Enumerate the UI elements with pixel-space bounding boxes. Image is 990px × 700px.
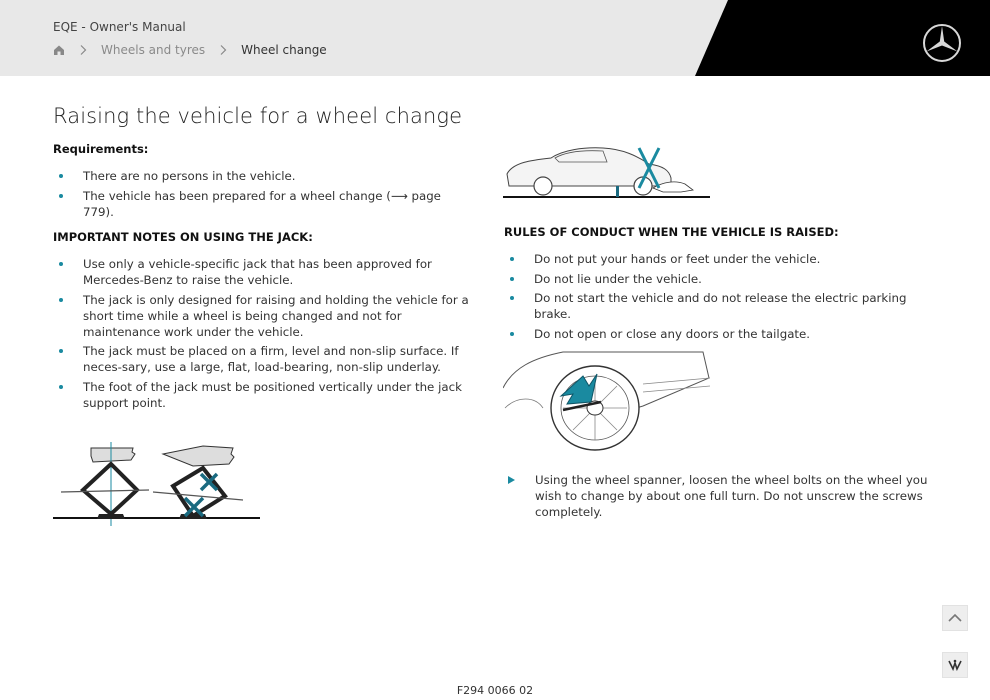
assistant-icon — [947, 659, 963, 671]
list-item: The jack must be placed on a firm, level and non-slip surface. If neces-sary, use a large, flat, load-bearing, non-slip underlay. — [53, 343, 473, 375]
page-title: Raising the vehicle for a wheel change — [53, 104, 463, 128]
wheel-spanner-illustration — [503, 348, 713, 453]
list-item: There are no persons in the vehicle. — [53, 168, 473, 184]
list-item: Do not start the vehicle and do not release the electric parking brake. — [504, 290, 944, 322]
list-item: Do not put your hands or feet under the vehicle. — [504, 251, 944, 267]
breadcrumb-wheel-change: Wheel change — [241, 43, 327, 57]
chevron-up-icon — [948, 613, 962, 623]
list-item: Use only a vehicle-specific jack that has been approved for Mercedes-Benz to raise the vehicle. — [53, 256, 473, 288]
instruction-step — [508, 472, 928, 520]
assistant-button[interactable] — [942, 652, 968, 678]
chevron-right-icon — [218, 44, 228, 56]
jack-illustration — [53, 440, 263, 530]
list-item — [53, 188, 473, 220]
list-item: The jack is only designed for raising and holding the vehicle for a short time while a wheel is being changed and not for maintenance work under the vehicle. — [53, 292, 473, 340]
rules-heading: RULES OF CONDUCT WHEN THE VEHICLE IS RAISED: — [504, 225, 839, 239]
triangle-right-icon — [508, 476, 515, 484]
vehicle-raised-illustration — [503, 142, 713, 202]
list-item: The foot of the jack must be positioned vertically under the jack support point. — [53, 379, 473, 411]
jack-notes-heading: IMPORTANT NOTES ON USING THE JACK: — [53, 230, 313, 244]
figure-code: F294 0066 02 — [456, 684, 534, 697]
requirement-text[interactable]: The vehicle has been prepared for a wheel change (⟶ page 779). — [83, 188, 441, 219]
app-title: EQE - Owner's Manual — [53, 20, 186, 34]
rules-list — [504, 251, 944, 345]
list-item: Do not open or close any doors or the tailgate. — [504, 326, 944, 342]
breadcrumb — [53, 42, 327, 58]
scroll-to-top-button[interactable] — [942, 605, 968, 631]
jack-notes-list — [53, 256, 473, 414]
list-item: Do not lie under the vehicle. — [504, 271, 944, 287]
instruction-text: Using the wheel spanner, loosen the wheel bolts on the wheel you wish to change by about one full turn. Do not unscrew the screws completely. — [535, 473, 928, 519]
header-black-panel — [0, 0, 990, 76]
header-bar — [0, 0, 990, 76]
requirements-heading: Requirements: — [53, 142, 149, 156]
chevron-right-icon — [78, 44, 88, 56]
breadcrumb-wheels-and-tyres[interactable]: Wheels and tyres — [101, 43, 206, 57]
mercedes-star-logo[interactable] — [921, 22, 963, 64]
requirements-list — [53, 168, 473, 223]
home-icon[interactable] — [53, 44, 65, 56]
